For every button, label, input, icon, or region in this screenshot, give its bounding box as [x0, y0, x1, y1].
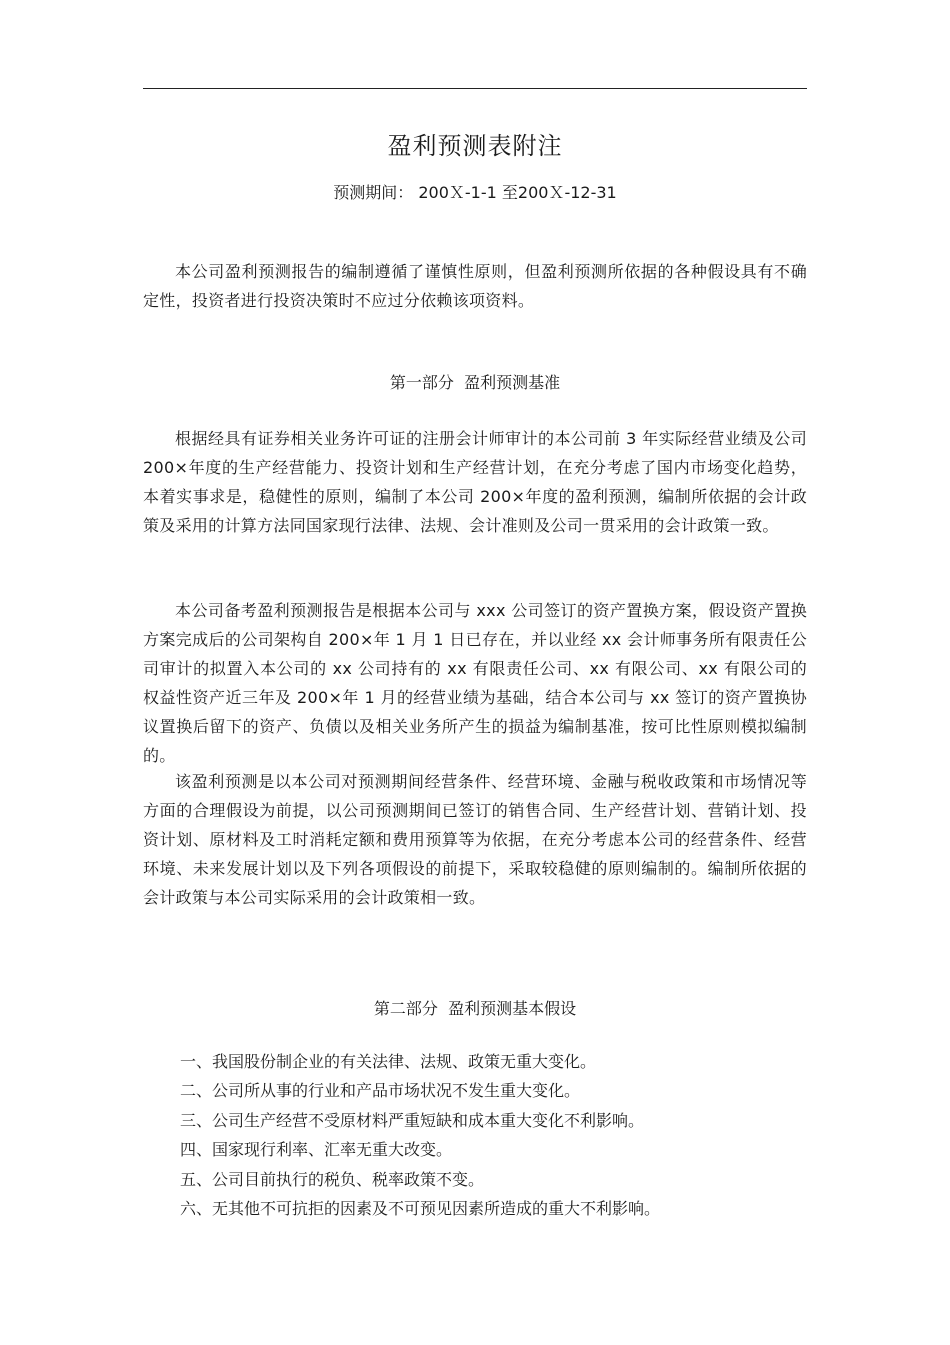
assumption-item: 一、我国股份制企业的有关法律、法规、政策无重大变化。 — [180, 1052, 597, 1071]
assumption-item: 四、国家现行利率、汇率无重大改变。 — [180, 1140, 453, 1160]
part1-paragraph-2: 本公司备考盈利预测报告是根据本公司与 xxx 公司签订的资产置换方案，假设资产置换方案完成后的公司架构自 200×年 1 月 1 日已存在，并以业经 xx 会计师事务所有限责任公司审计的拟置入本公司的 xx 公司持有的 xx 有限责任公司、xx 有限公司、xx 有限公司的权益性资产近三年及 200×年 1 月的经营业绩为基础，结合本公司与 xx 签订的资产置换协议置换后留下的资产、负债以及相关业务所产生的损益为编制基准，按可比性原则模拟编制的。 — [143, 601, 807, 765]
assumption-item: 三、公司生产经营不受原材料严重短缺和成本重大变化不利影响。 — [180, 1110, 645, 1130]
intro-paragraph: 本公司盈利预测报告的编制遵循了谨慎性原则，但盈利预测所依据的各种假设具有不确定性，投资者进行投资决策时不应过分依赖该项资料。 — [143, 262, 807, 310]
assumption-item: 六、无其他不可抗拒的因素及不可预见因素所造成的重大不利影响。 — [180, 1199, 661, 1219]
assumption-item: 二、公司所从事的行业和产品市场状况不发生重大变化。 — [180, 1081, 581, 1101]
part2-heading: 第二部分 盈利预测基本假设 — [373, 999, 577, 1018]
part1-paragraph-1: 根据经具有证券相关业务许可证的注册会计师审计的本公司前 3 年实际经营业绩及公司 200×年度的生产经营能力、投资计划和生产经营计划，在充分考虑了国内市场变化趋势，本着实事求是，稳健性的原则，编制了本公司 200×年度的盈利预测，编制所依据的会计政策及采用的计算方法同国家现行法律、法规、会计准则及公司一贯采用的会计政策一致。 — [143, 429, 807, 535]
assumption-item: 五、公司目前执行的税负、税率政策不变。 — [180, 1169, 485, 1189]
assumption-list — [180, 1047, 660, 1223]
header-rule — [143, 88, 807, 89]
part1-heading: 第一部分 盈利预测基准 — [389, 373, 561, 392]
part1-paragraph-3: 该盈利预测是以本公司对预测期间经营条件、经营环境、金融与税收政策和市场情况等方面的合理假设为前提，以公司预测期间已签订的销售合同、生产经营计划、营销计划、投资计划、原材料及工时消耗定额和费用预算等为依据，在充分考虑本公司的经营条件、经营环境、未来发展计划以及下列各项假设的前提下，采取较稳健的原则编制的。编制所依据的会计政策与本公司实际采用的会计政策相一致。 — [143, 772, 807, 907]
document-title: 盈利预测表附注 — [387, 132, 563, 160]
forecast-period: 预测期间： 200Ｘ-1-1 至200Ｘ-12-31 — [333, 183, 617, 202]
